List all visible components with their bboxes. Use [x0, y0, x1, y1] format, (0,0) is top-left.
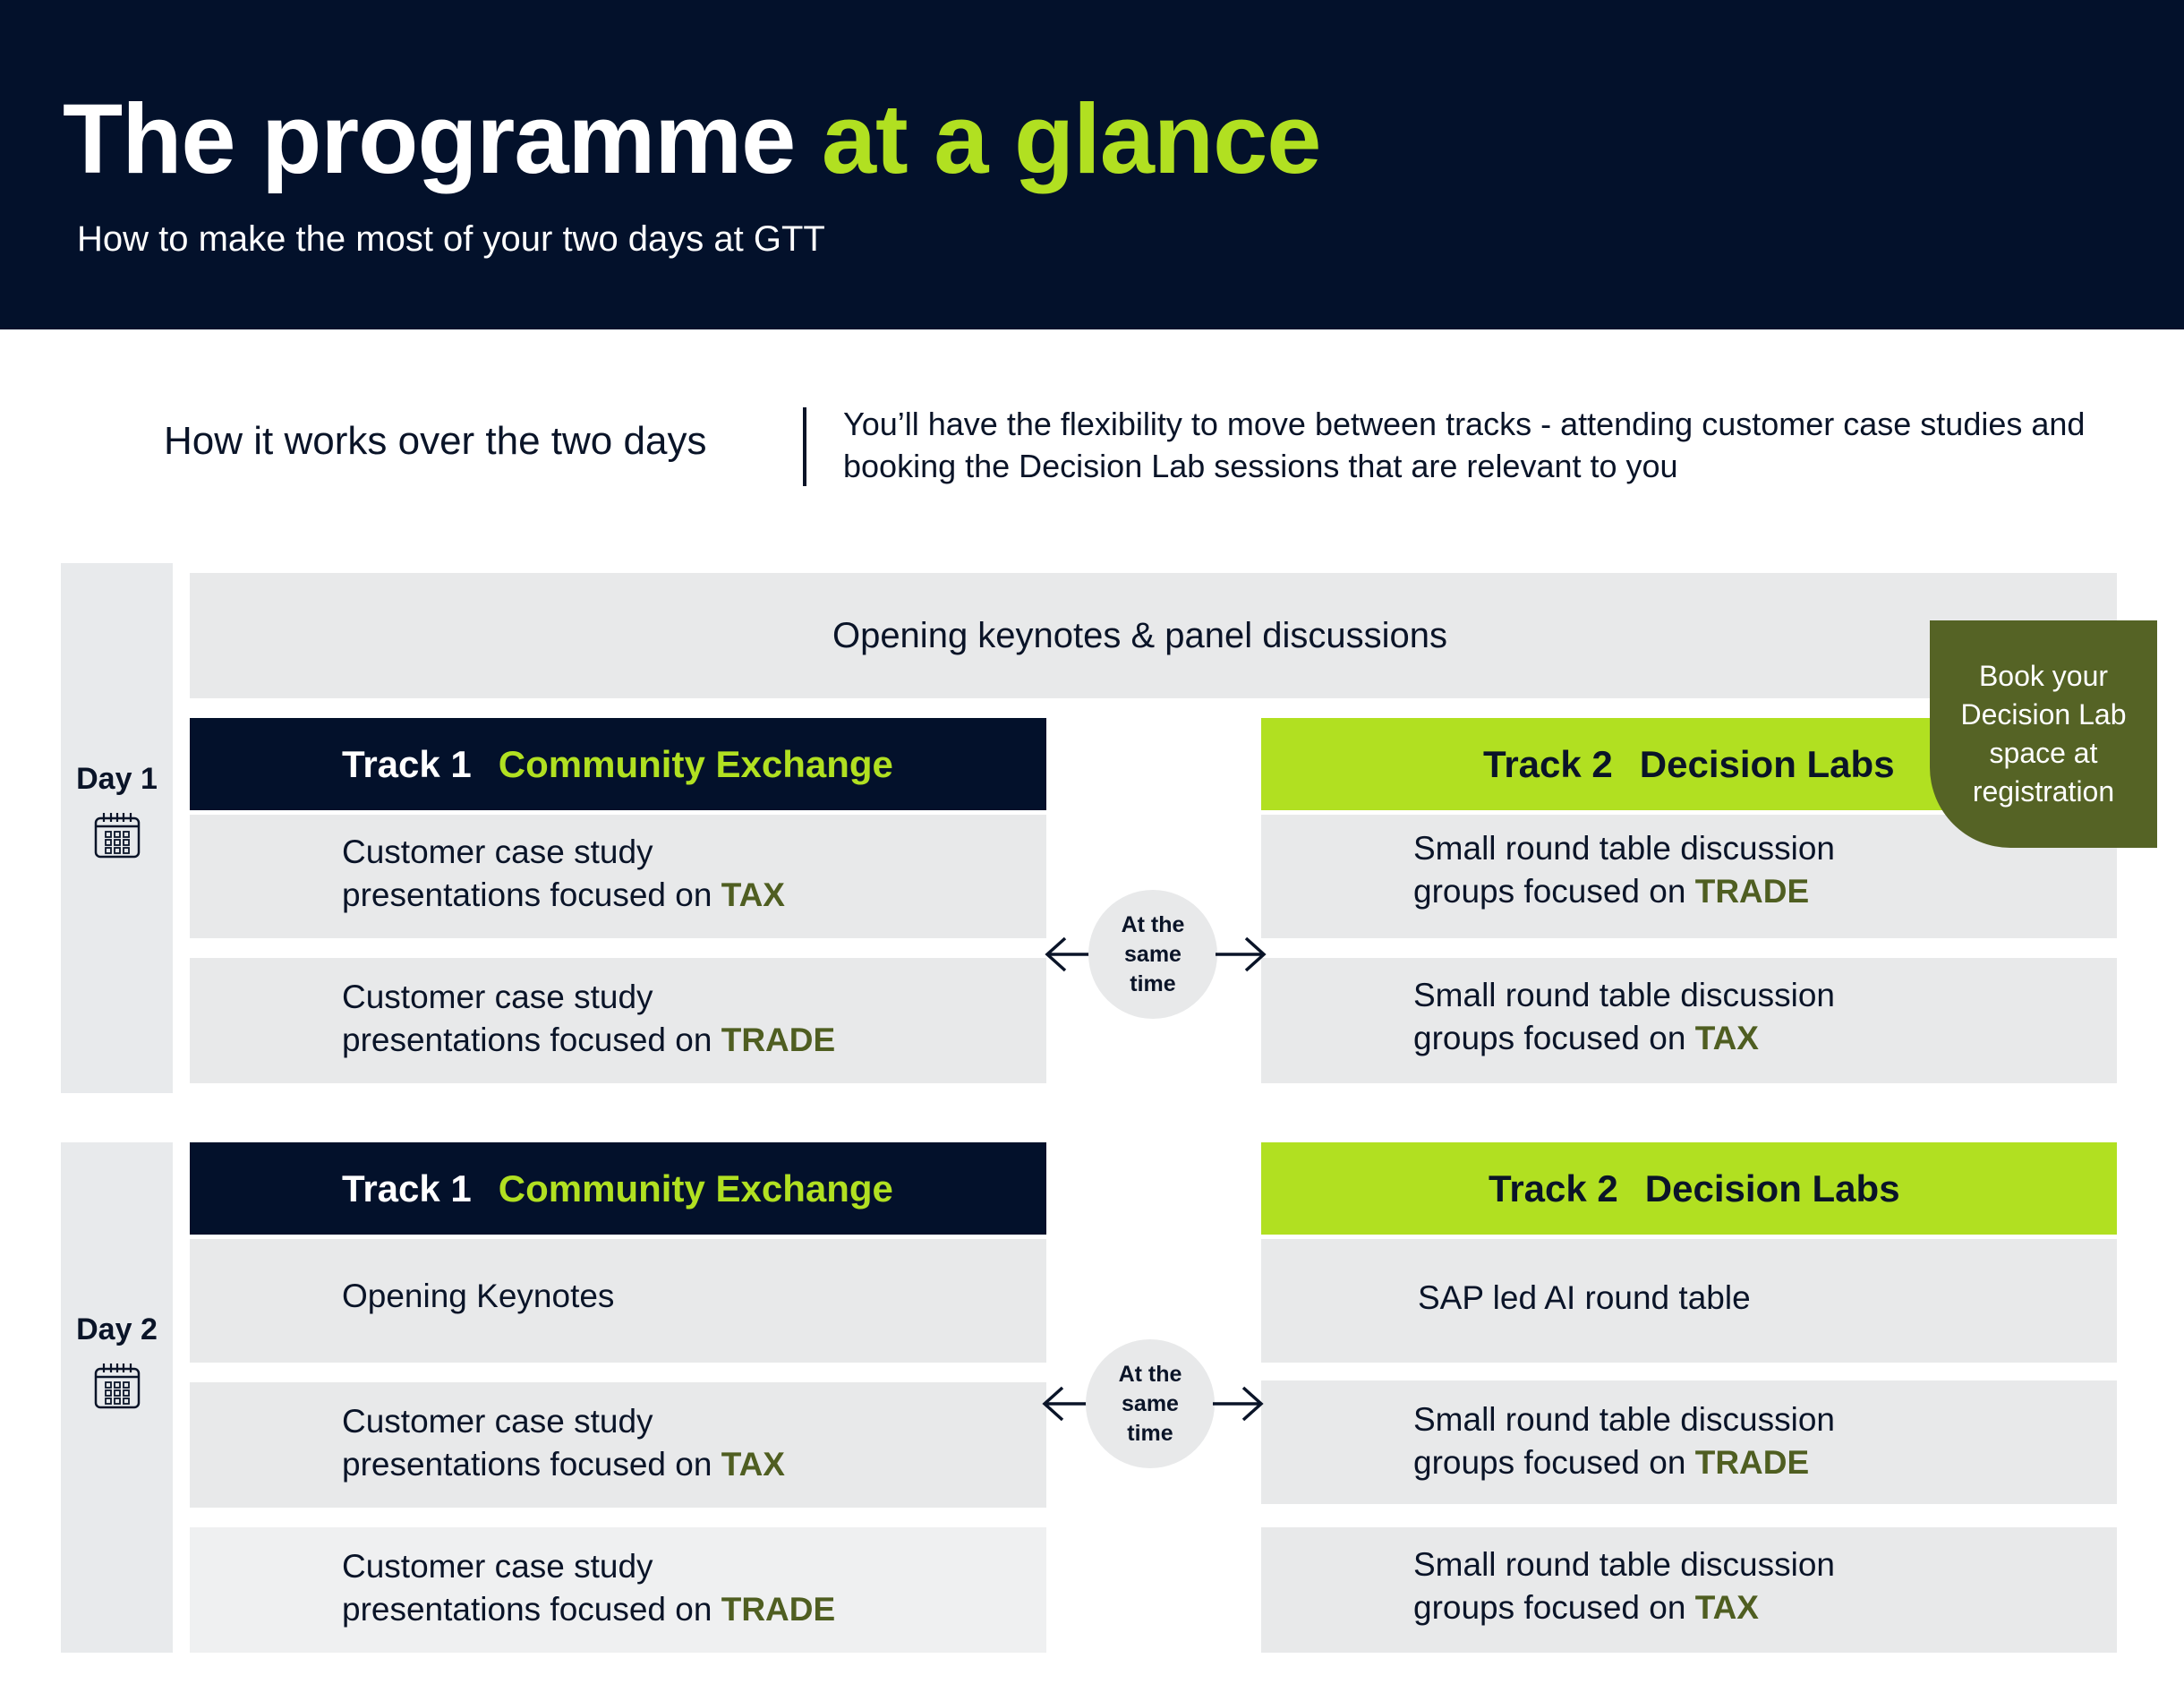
- day2-track1-name: Community Exchange: [498, 1167, 893, 1210]
- calendar-icon: [93, 811, 141, 859]
- day2-track1-number: Track 1: [342, 1167, 472, 1210]
- arrow-right-icon: [1214, 935, 1267, 974]
- item-keyword: TRADE: [1694, 873, 1810, 910]
- same-time-line: same: [1122, 1390, 1179, 1416]
- day2-track2-number: Track 2: [1489, 1167, 1618, 1210]
- item-line1: Customer case study: [342, 1403, 653, 1440]
- item-line2: presentations focused on: [342, 1021, 712, 1058]
- day2-track1-item-1: [190, 1382, 1046, 1508]
- day2-track2-opening: [1261, 1239, 2117, 1363]
- day1-track1-header: [190, 718, 1046, 810]
- day1-track1-item-2: [190, 958, 1046, 1083]
- day2-track1-item-2: [190, 1527, 1046, 1653]
- day1-track2-name: Decision Labs: [1639, 742, 1895, 785]
- arrow-right-icon: [1211, 1384, 1265, 1423]
- day1-opening-block: [190, 573, 2117, 698]
- item-line1: Small round table discussion: [1413, 1546, 1835, 1583]
- day2-track1-opening-text: Opening Keynotes: [342, 1278, 615, 1314]
- day2-track2-item-2: [1261, 1527, 2117, 1653]
- same-time-line: time: [1130, 970, 1176, 996]
- item-line2: groups focused on: [1413, 1589, 1686, 1626]
- page-title: [63, 82, 1320, 196]
- item-line1: Small round table discussion: [1413, 977, 1835, 1013]
- item-keyword: TRADE: [721, 1021, 836, 1058]
- item-line2: presentations focused on: [342, 876, 712, 913]
- same-time-line: time: [1127, 1420, 1173, 1446]
- item-line2: presentations focused on: [342, 1591, 712, 1628]
- title-main: The programme: [63, 84, 796, 194]
- day1-label: Day 1: [76, 762, 158, 796]
- day2-same-time-badge: [1086, 1339, 1215, 1468]
- day1-track2-item-2: [1261, 958, 2117, 1083]
- day1-opening-text: Opening keynotes & panel discussions: [832, 615, 1448, 655]
- day2-track2-header: [1261, 1142, 2117, 1235]
- day2-sidebar: [61, 1142, 173, 1653]
- how-it-works-label: How it works over the two days: [164, 419, 707, 463]
- day2-track2-name: Decision Labs: [1644, 1167, 1900, 1210]
- day2-track1-header: [190, 1142, 1046, 1235]
- same-time-line: At the: [1118, 1361, 1182, 1387]
- how-it-works-divider: [803, 407, 806, 486]
- page-subtitle: How to make the most of your two days at GTT: [77, 219, 825, 259]
- day2-track2-item-1: [1261, 1380, 2117, 1504]
- item-line1: Small round table discussion: [1413, 1401, 1835, 1438]
- item-line1: Customer case study: [342, 833, 653, 870]
- day1-sidebar: [61, 563, 173, 1093]
- day1-same-time-badge: [1088, 890, 1217, 1019]
- day2-label: Day 2: [76, 1312, 158, 1346]
- day2-track1-opening: [190, 1239, 1046, 1363]
- day1-track2-number: Track 2: [1483, 742, 1613, 785]
- day2-track2-opening-text: SAP led AI round table: [1418, 1279, 1751, 1316]
- item-line1: Small round table discussion: [1413, 830, 1835, 867]
- title-highlight: at a glance: [821, 84, 1321, 194]
- item-keyword: TAX: [1694, 1020, 1759, 1056]
- item-line2: groups focused on: [1413, 1020, 1686, 1056]
- item-line1: Customer case study: [342, 1548, 653, 1585]
- item-line2: presentations focused on: [342, 1446, 712, 1483]
- item-keyword: TRADE: [1694, 1444, 1810, 1481]
- calendar-icon: [93, 1362, 141, 1410]
- item-keyword: TAX: [721, 1446, 785, 1483]
- item-line2: groups focused on: [1413, 1444, 1686, 1481]
- same-time-line: At the: [1121, 911, 1185, 937]
- day1-track1-name: Community Exchange: [498, 742, 893, 785]
- item-line2: groups focused on: [1413, 873, 1686, 910]
- how-it-works-description: You’ll have the flexibility to move between tracks - attending customer case studies and booking the Decision Lab sessions that are relevant to you: [843, 406, 2086, 484]
- item-keyword: TAX: [1694, 1589, 1759, 1626]
- book-decision-lab-badge: Book your Decision Lab space at registration: [1930, 620, 2157, 848]
- same-time-line: same: [1124, 941, 1182, 967]
- day1-track1-number: Track 1: [342, 742, 472, 785]
- item-keyword: TRADE: [721, 1591, 836, 1628]
- day1-track1-item-1: [190, 815, 1046, 938]
- item-keyword: TAX: [721, 876, 785, 913]
- item-line1: Customer case study: [342, 979, 653, 1015]
